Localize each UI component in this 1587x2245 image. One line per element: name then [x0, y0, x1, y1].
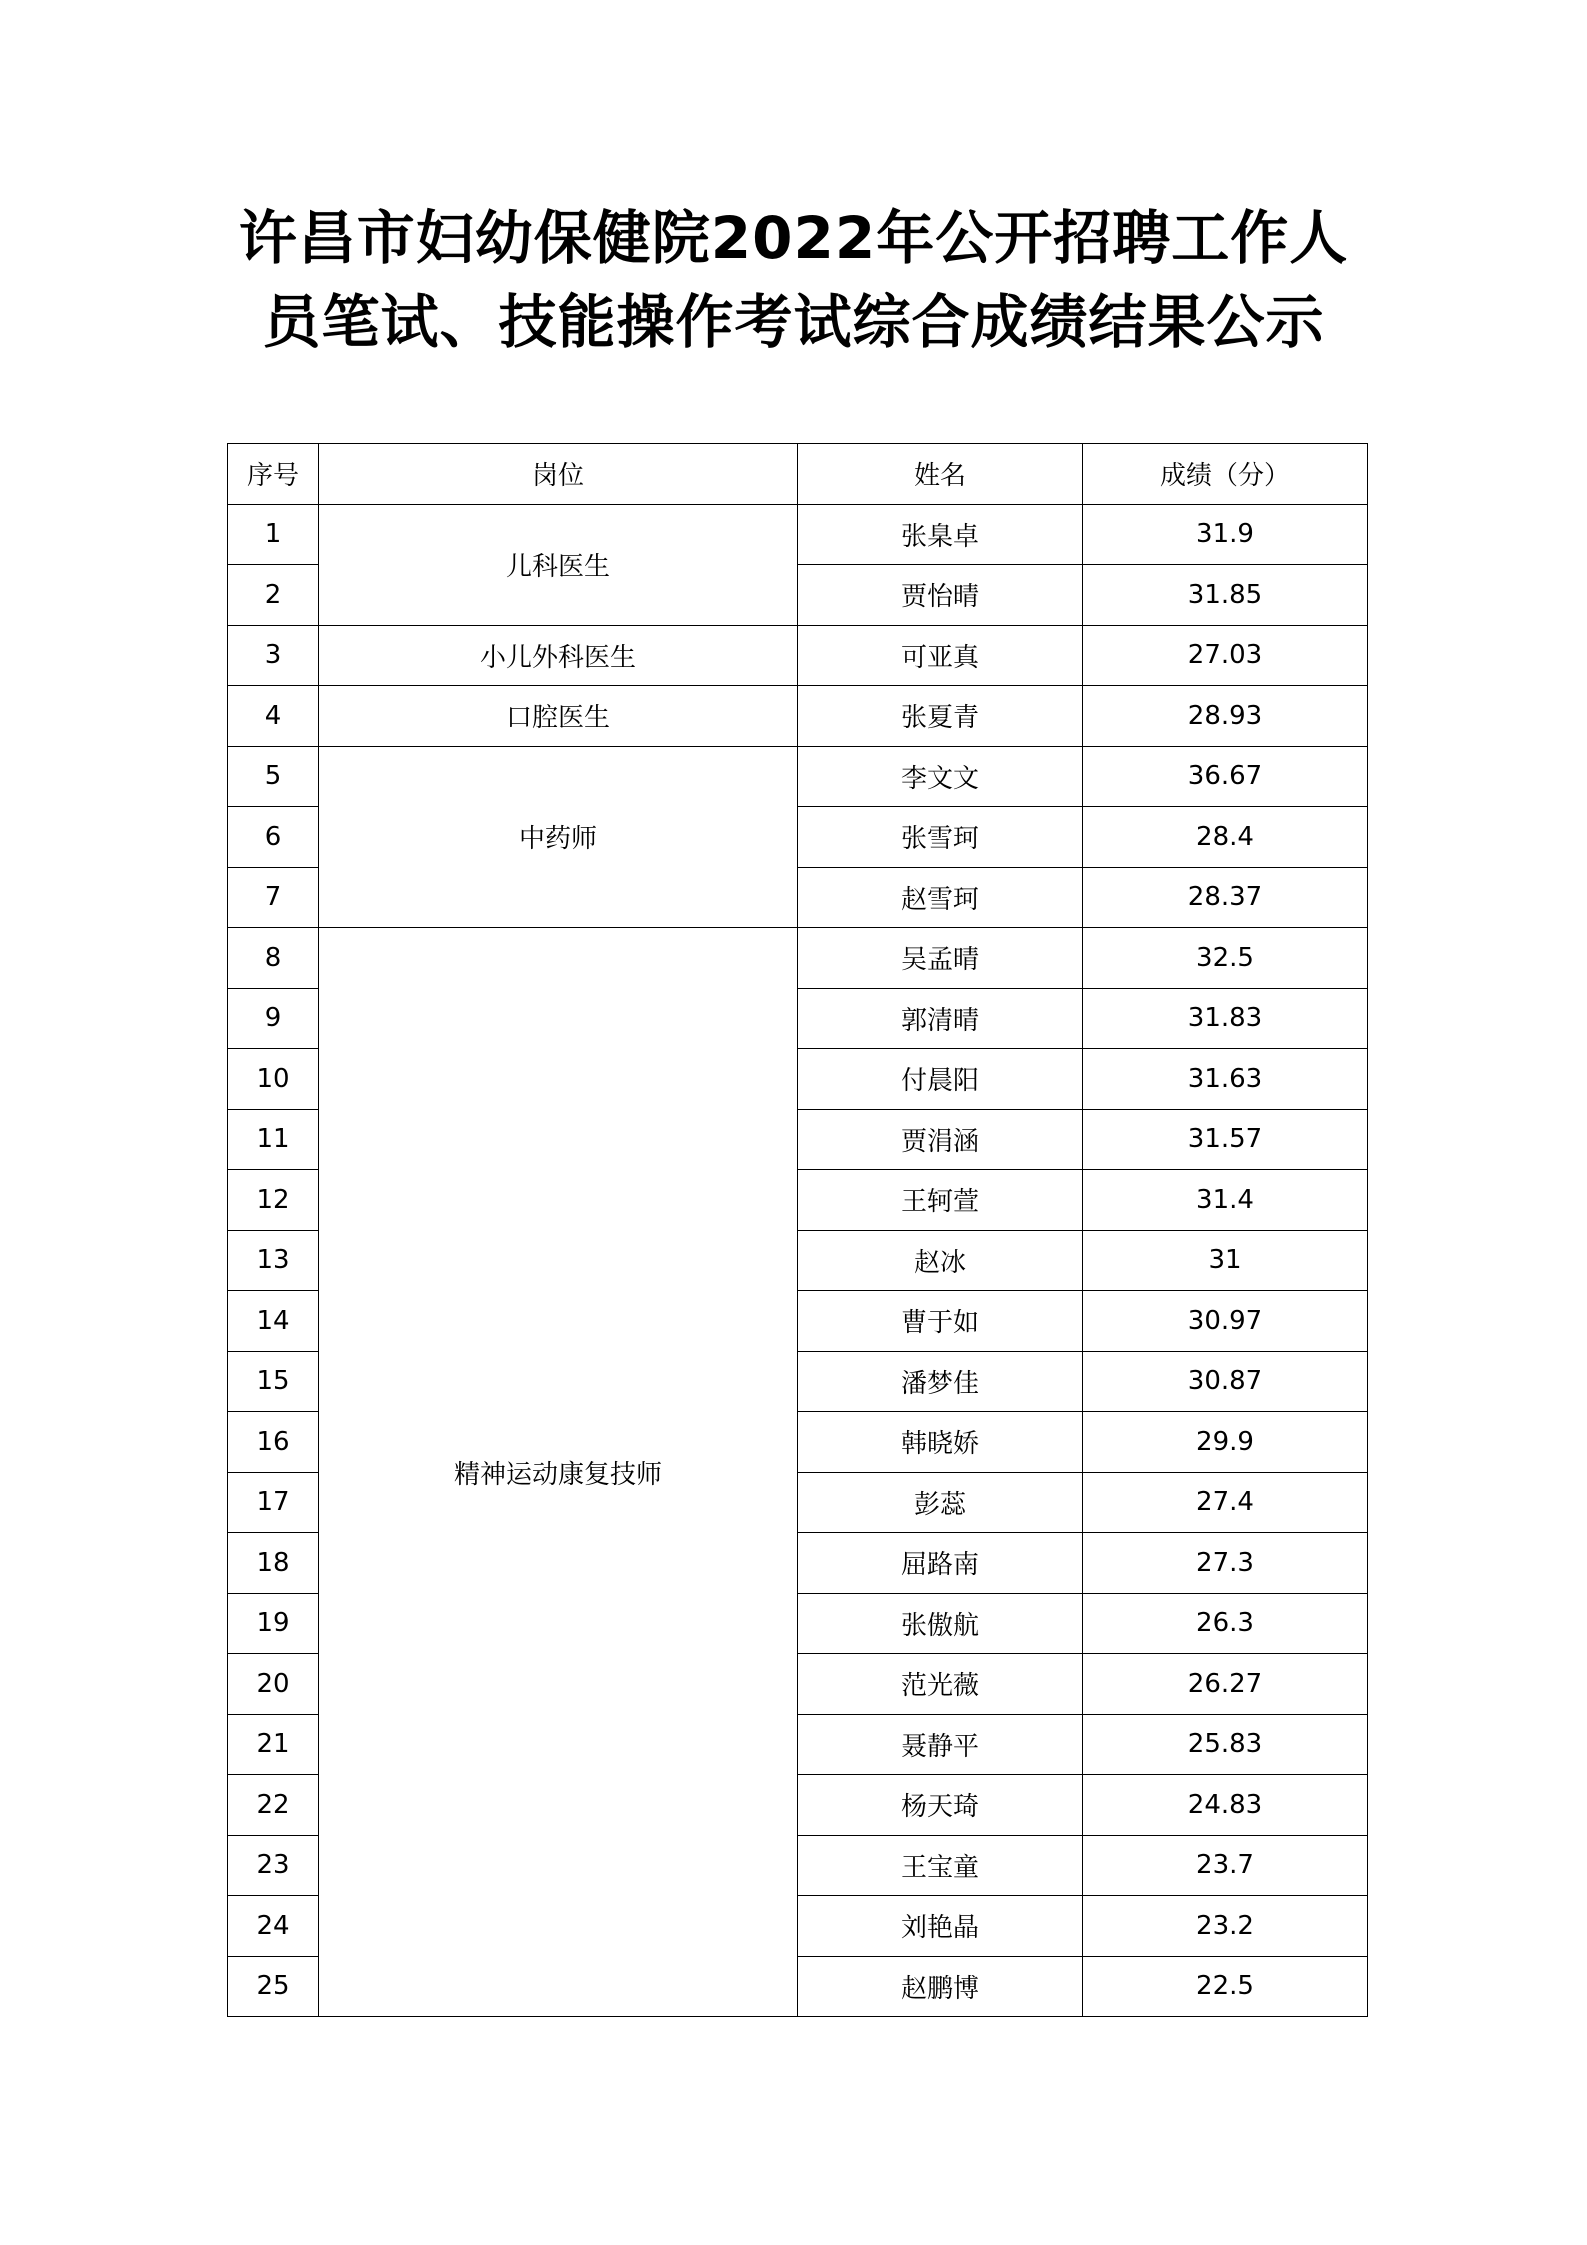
post-cell: 小儿外科医生	[319, 625, 798, 686]
score-cell: 31.63	[1083, 1049, 1368, 1110]
row-number: 23	[228, 1835, 319, 1896]
score-cell: 26.3	[1083, 1593, 1368, 1654]
table-row	[228, 686, 1368, 747]
candidate-name: 郭清晴	[798, 988, 1083, 1049]
row-number: 4	[228, 686, 319, 747]
row-number: 10	[228, 1049, 319, 1110]
candidate-name: 张傲航	[798, 1593, 1083, 1654]
row-number: 19	[228, 1593, 319, 1654]
score-cell: 31.4	[1083, 1170, 1368, 1231]
row-number: 8	[228, 928, 319, 989]
score-cell: 30.97	[1083, 1291, 1368, 1352]
table-row	[228, 504, 1368, 565]
row-number: 12	[228, 1170, 319, 1231]
row-number: 13	[228, 1230, 319, 1291]
candidate-name: 赵雪珂	[798, 867, 1083, 928]
score-cell: 31	[1083, 1230, 1368, 1291]
candidate-name: 赵鹏博	[798, 1956, 1083, 2017]
row-number: 15	[228, 1351, 319, 1412]
candidate-name: 王轲萱	[798, 1170, 1083, 1231]
candidate-name: 李文文	[798, 746, 1083, 807]
header-post: 岗位	[319, 444, 798, 505]
candidate-name: 彭蕊	[798, 1472, 1083, 1533]
row-number: 5	[228, 746, 319, 807]
table-row	[228, 928, 1368, 989]
results-table	[227, 443, 1368, 2017]
candidate-name: 张臬卓	[798, 504, 1083, 565]
score-cell: 36.67	[1083, 746, 1368, 807]
row-number: 25	[228, 1956, 319, 2017]
candidate-name: 赵冰	[798, 1230, 1083, 1291]
row-number: 22	[228, 1775, 319, 1836]
row-number: 3	[228, 625, 319, 686]
post-cell: 精神运动康复技师	[319, 928, 798, 2017]
candidate-name: 可亚真	[798, 625, 1083, 686]
score-cell: 26.27	[1083, 1654, 1368, 1715]
table-row	[228, 746, 1368, 807]
row-number: 16	[228, 1412, 319, 1473]
title-line-1: 许昌市妇幼保健院2022年公开招聘工作人	[238, 204, 1349, 272]
candidate-name: 范光薇	[798, 1654, 1083, 1715]
row-number: 20	[228, 1654, 319, 1715]
score-cell: 28.93	[1083, 686, 1368, 747]
header-name: 姓名	[798, 444, 1083, 505]
candidate-name: 王宝童	[798, 1835, 1083, 1896]
score-cell: 31.9	[1083, 504, 1368, 565]
candidate-name: 潘梦佳	[798, 1351, 1083, 1412]
title-line-2: 员笔试、技能操作考试综合成绩结果公示	[262, 288, 1325, 356]
score-cell: 32.5	[1083, 928, 1368, 989]
row-number: 9	[228, 988, 319, 1049]
candidate-name: 张夏青	[798, 686, 1083, 747]
candidate-name: 吴孟晴	[798, 928, 1083, 989]
header-number: 序号	[228, 444, 319, 505]
candidate-name: 曹于如	[798, 1291, 1083, 1352]
score-cell: 29.9	[1083, 1412, 1368, 1473]
post-cell: 儿科医生	[319, 504, 798, 625]
score-cell: 31.83	[1083, 988, 1368, 1049]
row-number: 1	[228, 504, 319, 565]
score-cell: 27.3	[1083, 1533, 1368, 1594]
score-cell: 31.57	[1083, 1109, 1368, 1170]
row-number: 7	[228, 867, 319, 928]
candidate-name: 贾怡晴	[798, 565, 1083, 626]
row-number: 21	[228, 1714, 319, 1775]
row-number: 11	[228, 1109, 319, 1170]
table-header-row	[228, 444, 1368, 505]
post-cell: 口腔医生	[319, 686, 798, 747]
candidate-name: 张雪珂	[798, 807, 1083, 868]
score-cell: 28.37	[1083, 867, 1368, 928]
row-number: 2	[228, 565, 319, 626]
score-cell: 25.83	[1083, 1714, 1368, 1775]
score-cell: 28.4	[1083, 807, 1368, 868]
results-table-body	[228, 444, 1368, 2017]
score-cell: 22.5	[1083, 1956, 1368, 2017]
score-cell: 27.4	[1083, 1472, 1368, 1533]
row-number: 18	[228, 1533, 319, 1594]
row-number: 14	[228, 1291, 319, 1352]
score-cell: 24.83	[1083, 1775, 1368, 1836]
score-cell: 31.85	[1083, 565, 1368, 626]
table-row	[228, 625, 1368, 686]
candidate-name: 贾涓涵	[798, 1109, 1083, 1170]
candidate-name: 付晨阳	[798, 1049, 1083, 1110]
score-cell: 30.87	[1083, 1351, 1368, 1412]
row-number: 24	[228, 1896, 319, 1957]
score-cell: 23.2	[1083, 1896, 1368, 1957]
candidate-name: 杨天琦	[798, 1775, 1083, 1836]
candidate-name: 聂静平	[798, 1714, 1083, 1775]
row-number: 17	[228, 1472, 319, 1533]
page-title	[0, 196, 1587, 364]
post-cell: 中药师	[319, 746, 798, 928]
candidate-name: 屈路南	[798, 1533, 1083, 1594]
candidate-name: 韩晓娇	[798, 1412, 1083, 1473]
candidate-name: 刘艳晶	[798, 1896, 1083, 1957]
row-number: 6	[228, 807, 319, 868]
score-cell: 23.7	[1083, 1835, 1368, 1896]
header-score: 成绩（分）	[1083, 444, 1368, 505]
score-cell: 27.03	[1083, 625, 1368, 686]
